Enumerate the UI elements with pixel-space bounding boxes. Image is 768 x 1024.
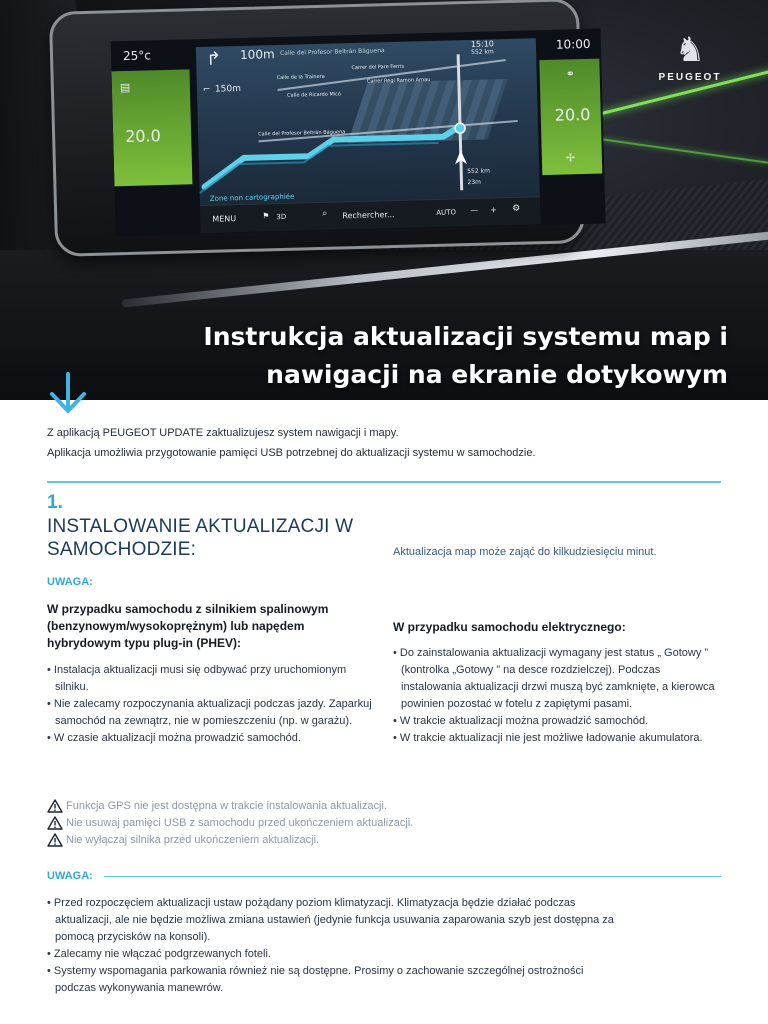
zone-label: Zone non cartographiée — [209, 192, 295, 203]
list-item: • Przed rozpoczęciem aktualizacji ustaw pożądany poziom klimatyzacji. Klimatyzacja będzie działać podczas aktualizacji, ale nie będzie możliwa zmiana ustawień (jedynie funkcja usuwania zaparowania szyb jest dostępna za pomocą przycisków na konsoli). — [47, 895, 622, 946]
search-field[interactable]: Rechercher... — [342, 210, 395, 221]
warning-label: UWAGA: — [47, 576, 93, 588]
warning-divider — [104, 876, 721, 877]
touchscreen — [111, 29, 606, 237]
warning-text: Funkcja GPS nie jest dostępna w trakcie instalowania aktualizacji. — [66, 799, 387, 812]
eta-time: 15:10 — [470, 39, 495, 49]
menu-button[interactable]: MENU — [212, 214, 237, 224]
navigation-map[interactable] — [196, 38, 540, 205]
list-item: • W trakcie aktualizacji nie jest możliwe ładowanie akumulatora. — [393, 730, 723, 747]
turn-right-icon: ↱ — [205, 48, 222, 70]
intro-text — [47, 423, 536, 463]
next-turn-distance: 150m — [214, 83, 242, 95]
link-icon: ⚭ — [565, 67, 576, 81]
list-item: • W czasie aktualizacji można prowadzić samochód. — [47, 730, 379, 747]
combustion-bullets — [47, 662, 379, 747]
warning-triangle-icon — [47, 833, 63, 847]
ambient-light-lower — [601, 138, 768, 164]
list-item: • W trakcie aktualizacji można prowadzić samochód. — [393, 713, 723, 730]
climate-bullets — [47, 895, 622, 997]
warning-label-2: UWAGA: — [47, 870, 93, 882]
title-line-1: Instrukcja aktualizacji systemu map i — [203, 322, 728, 351]
section-title-line-2: SAMOCHODZIE: — [47, 539, 197, 560]
remaining-km: 552 km — [467, 167, 490, 176]
auto-button[interactable]: AUTO — [436, 208, 457, 217]
page-title — [203, 318, 728, 394]
flag-icon[interactable]: ⚑ — [262, 211, 270, 221]
temp-right: 20.0 — [554, 104, 591, 125]
fan-icon: ✢ — [565, 151, 576, 165]
climate-right-zone — [539, 59, 602, 176]
distance-main: 100m — [239, 47, 275, 62]
clock: 10:00 — [555, 36, 591, 52]
street-label: Calle de la Trainera — [276, 73, 325, 82]
zoom-out-icon[interactable]: — — [470, 205, 479, 216]
media-icon: ▤ — [119, 80, 131, 95]
warning-row — [47, 797, 413, 814]
intro-line-1: Z aplikacją PEUGEOT UPDATE zaktualizujesz system nawigacji i mapy. — [47, 427, 399, 439]
list-item: • Nie zalecamy rozpoczynania aktualizacji podczas jazdy. Zaparkuj samochód na zewnątrz, nie w pomieszczeniu (np. w garażu). — [47, 696, 379, 730]
eta-km: 552 km — [470, 48, 494, 56]
electric-bullets — [393, 645, 723, 747]
section-divider — [47, 481, 721, 483]
combustion-heading — [47, 601, 328, 652]
street-label: Carrer del Pare Ferris — [351, 63, 405, 72]
list-item: • Instalacja aktualizacji musi się odbywać przy uruchomionym silniku. — [47, 662, 379, 696]
view-3d-button[interactable]: 3D — [276, 212, 287, 222]
climate-left-zone — [111, 69, 192, 186]
combustion-heading-line: (benzynowym/wysokoprężnym) lub napędem — [47, 619, 305, 633]
brand-name: PEUGEOT — [658, 72, 722, 83]
arrow-down-icon — [48, 372, 88, 416]
street-main: Calle del Profesor Beltrán Báguena — [279, 47, 385, 57]
hero-image — [0, 0, 768, 400]
warning-text: Nie wyłączaj silnika przed ukończeniem aktualizacji. — [66, 833, 320, 846]
electric-heading: W przypadku samochodu elektrycznego: — [393, 620, 626, 634]
combustion-heading-line: hybrydowym typu plug-in (PHEV): — [47, 636, 241, 650]
street-label: Carrer Regi Ramon Arnau — [366, 77, 431, 85]
zoom-in-icon[interactable]: + — [490, 205, 498, 215]
warning-row — [47, 814, 413, 831]
list-item: • Zalecamy nie włączać podgrzewanych foteli. — [47, 946, 622, 963]
warning-triangle-icon — [47, 799, 63, 813]
turn-left-icon: ⌐ — [202, 84, 211, 95]
section-title-line-1: INSTALOWANIE AKTUALIZACJI W — [47, 516, 354, 537]
warning-triangle-icon — [47, 816, 63, 830]
warning-row — [47, 831, 413, 848]
street-label: Calle de Ricardo Micó — [287, 91, 342, 99]
remaining-min: 23m — [467, 178, 482, 187]
settings-icon[interactable]: ⚙ — [512, 203, 521, 214]
section-title — [47, 515, 353, 561]
title-line-2: nawigacji na ekranie dotykowym — [266, 360, 728, 389]
temperature-readout: 25°c — [122, 48, 152, 64]
search-icon[interactable]: ⌕ — [322, 208, 328, 219]
street-label: Calle del Profesor Beltrán Báguena — [258, 129, 346, 138]
intro-line-2: Aplikacja umożliwia przygotowanie pamięci USB potrzebnej do aktualizacji systemu w samochodzie. — [47, 447, 536, 459]
combustion-heading-line: W przypadku samochodu z silnikiem spalinowym — [47, 602, 329, 616]
list-item: • Systemy wspomagania parkowania również nie są dostępne. Prosimy o zachowanie szczególnej ostrożności podczas wykonywania manewrów. — [47, 963, 622, 997]
duration-note: Aktualizacja map może zająć do kilkudziesięciu minut. — [393, 546, 657, 558]
temp-left: 20.0 — [124, 126, 162, 147]
touchscreen-bezel — [49, 0, 591, 257]
route-line — [196, 38, 540, 205]
section-number: 1. — [47, 492, 63, 513]
warning-list — [47, 797, 413, 848]
peugeot-logo — [650, 32, 730, 83]
warning-text: Nie usuwaj pamięci USB z samochodu przed ukończeniem aktualizacji. — [66, 816, 414, 829]
lion-icon: ♞ — [674, 31, 706, 69]
list-item: • Do zainstalowania aktualizacji wymagany jest status „ Gotowy ” (kontrolka „Gotowy ” na desce rozdzielczej). Podczas instalowania aktualizacji drzwi muszą być zamknięte, a kierowca powinien pozostać w fotelu z zapiętymi pasami. — [393, 645, 723, 713]
